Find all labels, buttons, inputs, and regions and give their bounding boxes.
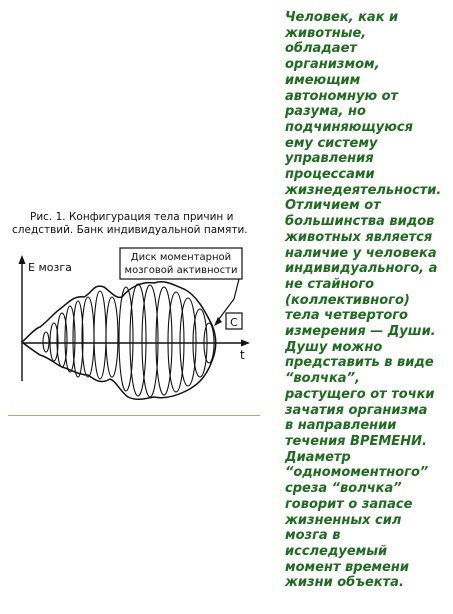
y-axis-label: Е мозга: [28, 261, 72, 274]
text-line: (коллективного): [285, 292, 410, 308]
text-line: организмом,: [285, 57, 380, 73]
text-line: обладает: [285, 41, 357, 57]
text-line: в направлении: [285, 418, 397, 434]
spinning-top-diagram: [8, 201, 260, 423]
text-line: “одномоментного”: [285, 465, 429, 481]
text-line: автономную от: [285, 88, 399, 104]
caption-line-1: Рис. 1. Конфигурация тела причин и: [30, 211, 234, 223]
callout-arrow-icon: [214, 317, 222, 326]
text-line: Отличием от: [285, 198, 381, 214]
text-line: наличие у человека: [285, 245, 437, 261]
text-line: управления: [285, 151, 374, 167]
text-line: момент времени: [285, 559, 409, 575]
text-line: животные,: [285, 25, 367, 41]
text-line: Диаметр: [285, 449, 351, 465]
text-line: течения ВРЕМЕНИ.: [285, 433, 427, 449]
figure-diagram: [8, 201, 260, 423]
text-line: мозга в: [285, 528, 341, 544]
text-line: Душу можно: [285, 339, 383, 355]
y-axis-arrow-icon: [19, 255, 26, 264]
x-axis-arrow-icon: [241, 340, 250, 347]
text-line: имеющим: [285, 72, 361, 88]
text-line: жизнедеятельности.: [285, 182, 442, 198]
x-axis-label: t: [240, 348, 245, 362]
text-line: говорит о запасе: [285, 496, 413, 512]
text-line: тела четвертого: [285, 308, 408, 324]
text-line: индивидуального, а: [285, 261, 438, 277]
text-line: растущего от точки: [285, 386, 435, 402]
text-line: жизненных сил: [285, 512, 402, 528]
body-text: [285, 10, 451, 591]
label-box-c-text: С: [230, 316, 238, 329]
text-line: большинства видов: [285, 214, 435, 230]
callout-line-2: мозговой активности: [124, 265, 238, 276]
text-line: ему систему: [285, 135, 378, 151]
text-line: измерения — Души.: [285, 324, 436, 340]
text-line: исследуемый: [285, 543, 388, 559]
text-line: “волчка”,: [285, 371, 360, 387]
text-line: жизни объекта.: [285, 575, 404, 591]
caption-line-2: следствий. Банк индивидуальной памяти.: [12, 224, 248, 236]
text-line: разума, но: [285, 104, 366, 120]
text-line: среза “волчка”: [285, 481, 402, 497]
text-line: Человек, как и: [285, 10, 399, 25]
figure-rule: [8, 415, 260, 416]
text-line: подчиняющуюся: [285, 119, 413, 135]
text-line: животных является: [285, 229, 433, 245]
text-line: зачатия организма: [285, 402, 428, 418]
text-line: не стайного: [285, 276, 375, 292]
text-line: процессами: [285, 167, 375, 183]
text-line: представить в виде: [285, 355, 434, 371]
disk-ellipses: [43, 284, 214, 397]
callout-line-1: Диск моментарной: [130, 252, 232, 263]
